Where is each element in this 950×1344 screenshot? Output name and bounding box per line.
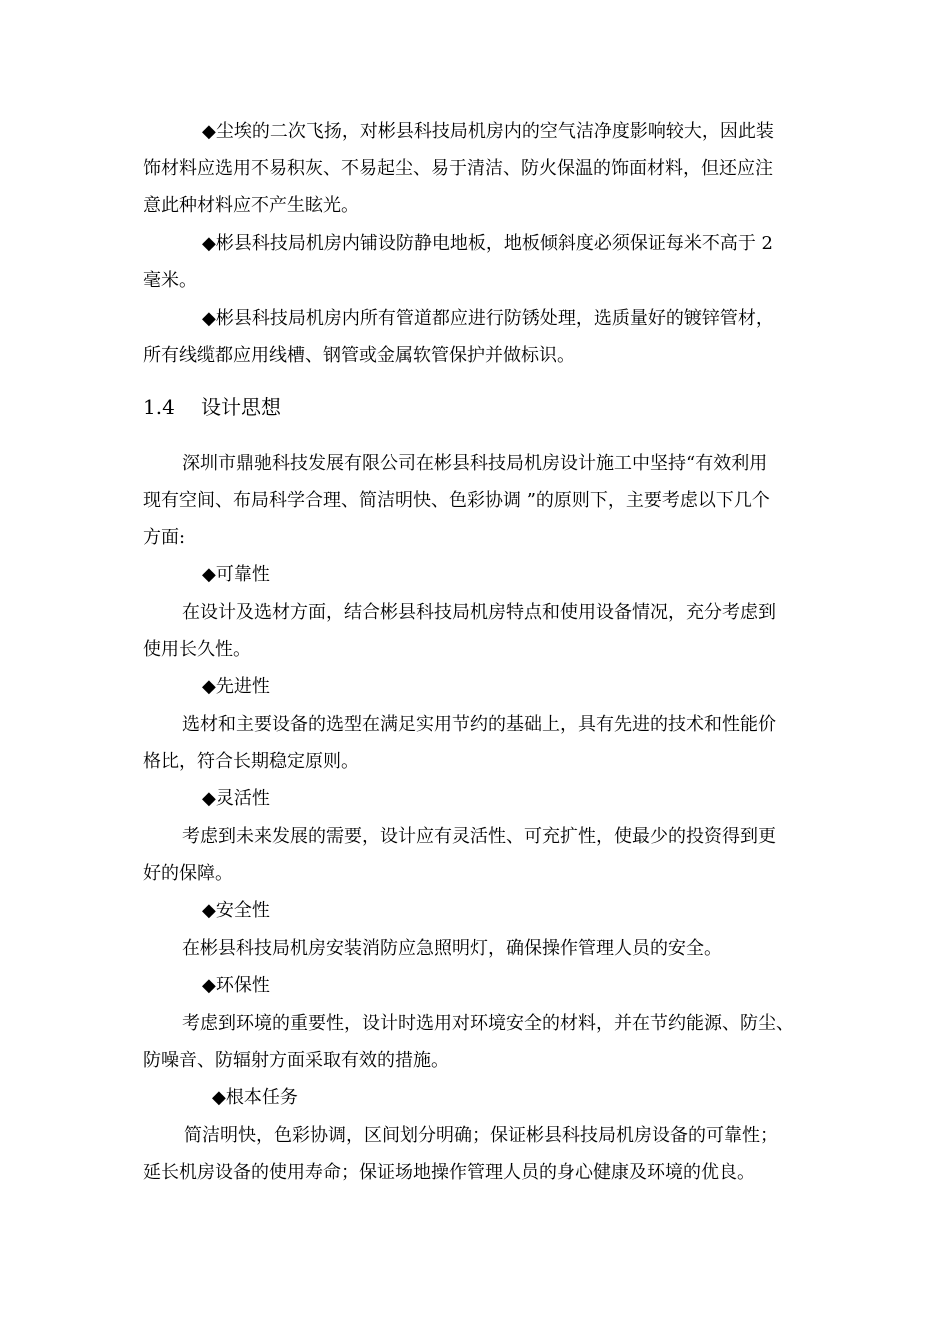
item-advanced-line-2: 格比，符合长期稳定原则。 — [143, 751, 359, 772]
paragraph-dust-line-1: ◆尘埃的二次飞扬，对彬县科技局机房内的空气洁净度影响较大，因此装 — [202, 121, 774, 142]
item-title-advanced: ◆先进性 — [202, 676, 270, 697]
section-title: 设计思想 — [201, 395, 281, 419]
item-title-reliability: ◆可靠性 — [202, 564, 270, 585]
item-title-environmental: ◆环保性 — [202, 975, 270, 996]
item-title-task: ◆根本任务 — [212, 1087, 298, 1108]
intro-line-2: 现有空间、布局科学合理、简洁明快、色彩协调 ”的原则下，主要考虑以下几个 — [143, 490, 770, 511]
item-safety-line-1: 在彬县科技局机房安装消防应急照明灯，确保操作管理人员的安全。 — [182, 938, 722, 959]
paragraph-dust-line-2: 饰材料应选用不易积灰、不易起尘、易于清洁、防火保温的饰面材料，但还应注 — [143, 158, 773, 179]
section-heading — [143, 394, 281, 420]
section-number: 1.4 — [143, 395, 175, 419]
item-reliability-line-1: 在设计及选材方面，结合彬县科技局机房特点和使用设备情况，充分考虑到 — [182, 602, 776, 623]
item-reliability-line-2: 使用长久性。 — [143, 639, 251, 660]
paragraph-floor-line-2: 毫米。 — [143, 270, 197, 291]
item-title-flexibility: ◆灵活性 — [202, 788, 270, 809]
intro-line-3: 方面: — [143, 527, 186, 548]
item-task-line-1: 简洁明快，色彩协调，区间划分明确；保证彬县科技局机房设备的可靠性； — [184, 1125, 778, 1146]
intro-line-1: 深圳市鼎驰科技发展有限公司在彬县科技局机房设计施工中坚持“有效利用 — [182, 453, 768, 474]
item-task-line-2: 延长机房设备的使用寿命；保证场地操作管理人员的身心健康及环境的优良。 — [143, 1162, 755, 1183]
paragraph-dust-line-3: 意此种材料应不产生眩光。 — [143, 195, 359, 216]
item-title-safety: ◆安全性 — [202, 900, 270, 921]
item-flexibility-line-1: 考虑到未来发展的需要，设计应有灵活性、可充扩性，使最少的投资得到更 — [182, 826, 776, 847]
item-flexibility-line-2: 好的保障。 — [143, 863, 233, 884]
item-advanced-line-1: 选材和主要设备的选型在满足实用节约的基础上，具有先进的技术和性能价 — [182, 714, 776, 735]
paragraph-pipes-line-1: ◆彬县科技局机房内所有管道都应进行防锈处理，选质量好的镀锌管材， — [202, 308, 774, 329]
paragraph-floor-line-1: ◆彬县科技局机房内铺设防静电地板，地板倾斜度必须保证每米不高于 2 — [202, 233, 774, 254]
item-environmental-line-2: 防噪音、防辐射方面采取有效的措施。 — [143, 1050, 449, 1071]
paragraph-pipes-line-2: 所有线缆都应用线槽、钢管或金属软管保护并做标识。 — [143, 345, 575, 366]
item-environmental-line-1: 考虑到环境的重要性，设计时选用对环境安全的材料，并在节约能源、防尘、 — [182, 1013, 794, 1034]
